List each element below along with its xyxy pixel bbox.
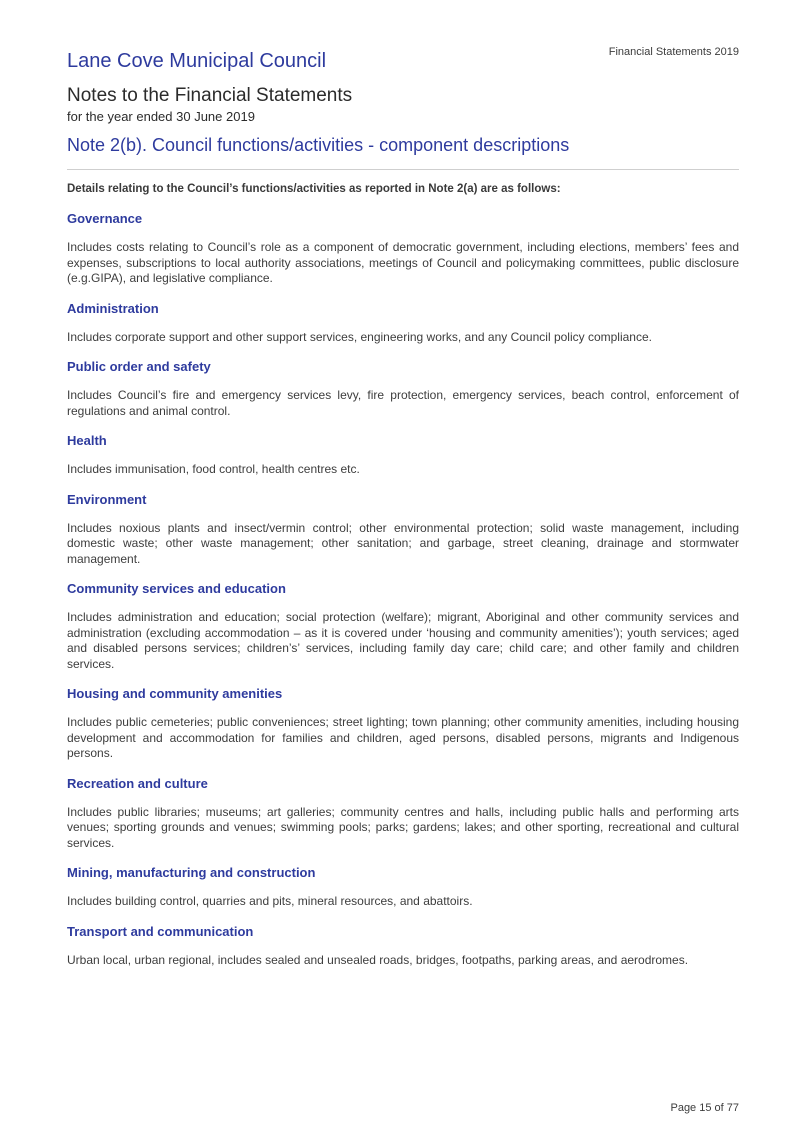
section-mining — [67, 864, 739, 910]
section-community-services — [67, 580, 739, 672]
section-heading: Administration — [67, 300, 159, 316]
reporting-period: for the year ended 30 June 2019 — [67, 109, 255, 124]
section-heading: Health — [67, 433, 107, 448]
section-public-order-safety — [67, 358, 739, 419]
title-divider — [67, 169, 739, 170]
section-body: Includes administration and education; social protection (welfare); migrant, Aboriginal and other community services and administration (excluding accommodation – as it is covered under ‘housing and community amenities’); youth services; aged and disabled persons services; children’s’ services, including family day care; child care; and other family and children services. — [67, 610, 739, 671]
section-body: Includes noxious plants and insect/vermin control; other environmental protection; solid waste management, including domestic waste; other waste management; other sanitation; and garbage, street cleaning, drainage and stormwater management. — [67, 520, 739, 566]
section-heading: Mining, manufacturing and construction — [67, 865, 316, 880]
page-number: Page 15 of 77 — [670, 1102, 739, 1114]
section-body: Includes costs relating to Council’s role as a component of democratic government, including elections, members’ fees and expenses, subscriptions to local authority associations, meetings of Council and policymaking committees, public disclosure (e.g.GIPA), and legislative compliance. — [67, 240, 739, 285]
council-name: Lane Cove Municipal Council — [67, 50, 327, 72]
section-body: Includes building control, quarries and pits, mineral resources, and abattoirs. — [67, 894, 473, 908]
function-sections — [67, 210, 739, 981]
section-heading: Recreation and culture — [67, 775, 208, 791]
section-health — [67, 432, 739, 478]
section-heading: Housing and community amenities — [67, 686, 283, 701]
note-title: Note 2(b). Council functions/activities - component descriptions — [67, 135, 570, 155]
section-housing — [67, 685, 739, 762]
section-heading: Community services and education — [67, 581, 286, 596]
section-body: Includes corporate support and other support services, engineering works, and any Council policy compliance. — [67, 329, 652, 344]
section-heading: Transport and communication — [67, 923, 254, 939]
section-administration — [67, 300, 739, 346]
intro-text: Details relating to the Council’s functions/activities as reported in Note 2(a) are as follows: — [67, 183, 561, 195]
section-body: Includes immunisation, food control, health centres etc. — [67, 462, 360, 476]
section-governance — [67, 210, 739, 287]
section-transport — [67, 923, 739, 969]
section-environment — [67, 491, 739, 568]
section-heading: Governance — [67, 211, 143, 226]
section-heading: Public order and safety — [67, 359, 211, 374]
section-body: Includes Council’s fire and emergency services levy, fire protection, emergency services, beach control, enforcement of regulations and animal control. — [67, 388, 739, 418]
notes-title: Notes to the Financial Statements — [67, 85, 353, 106]
section-body: Includes public libraries; museums; art galleries; community centres and halls, including public halls and performing arts venues; sporting grounds and venues; swimming pools; parks; gardens; lakes; and other sporting, recreational and cultural services. — [67, 804, 739, 850]
section-recreation — [67, 775, 739, 852]
section-body: Includes public cemeteries; public conveniences; street lighting; town planning; other community amenities, including housing development and accommodation for families and children, aged persons, disabled persons, migrants and Indigenous persons. — [67, 715, 739, 760]
section-body: Urban local, urban regional, includes sealed and unsealed roads, bridges, footpaths, parking areas, and aerodromes. — [67, 952, 689, 967]
statement-label: Financial Statements 2019 — [608, 46, 739, 58]
section-heading: Environment — [67, 491, 147, 507]
